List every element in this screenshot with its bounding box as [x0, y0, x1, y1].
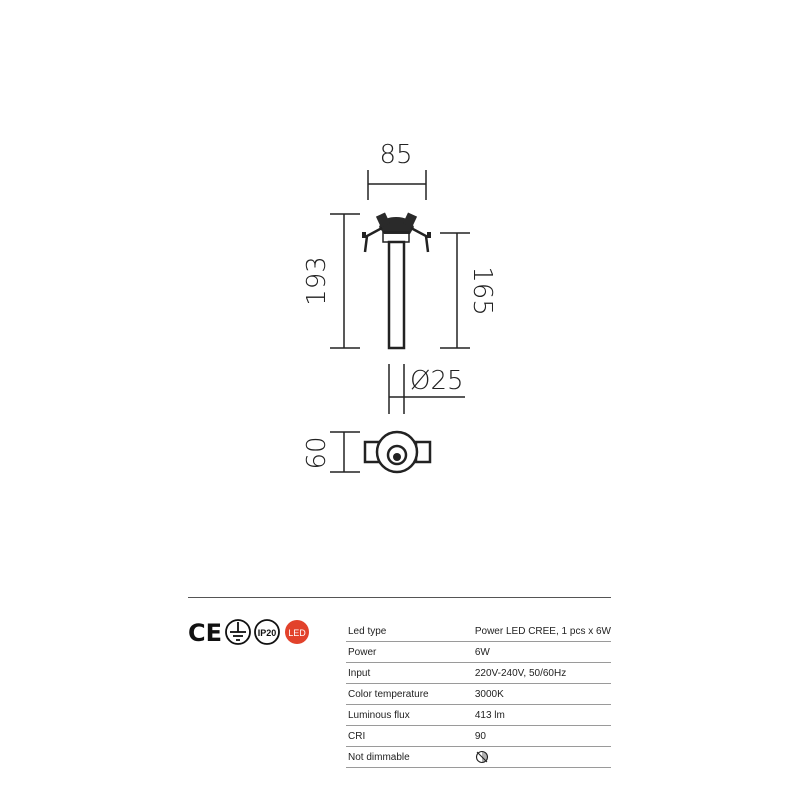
- spec-row: [346, 705, 611, 726]
- spec-value: 3000K: [473, 684, 611, 705]
- dim-label-165: 165: [467, 266, 497, 316]
- spec-row: [346, 642, 611, 663]
- ip20-icon: [255, 620, 279, 644]
- spec-row: [346, 684, 611, 705]
- spec-value: [473, 747, 611, 768]
- ground-icon: [226, 620, 250, 644]
- spec-label: Not dimmable: [346, 747, 473, 768]
- lamp-side-view: [362, 212, 431, 348]
- spec-label: Led type: [346, 621, 473, 642]
- spec-row: [346, 726, 611, 747]
- spec-row: [346, 747, 611, 768]
- spec-value: Power LED CREE, 1 pcs x 6W: [473, 621, 611, 642]
- led-icon: [285, 620, 309, 644]
- section-divider: [188, 597, 611, 598]
- spec-value: 90: [473, 726, 611, 747]
- spec-label: Power: [346, 642, 473, 663]
- not-dimmable-icon: [475, 750, 489, 764]
- certification-icons: [188, 617, 318, 647]
- spec-value: 413 lm: [473, 705, 611, 726]
- spec-table: [346, 621, 611, 768]
- dim-label-85: 85: [379, 140, 413, 170]
- led-label: LED: [288, 628, 306, 638]
- dim-label-60: 60: [302, 436, 332, 470]
- ce-mark-icon: CE: [188, 619, 223, 647]
- spec-label: Input: [346, 663, 473, 684]
- dim-label-25: Ø25: [410, 366, 464, 396]
- spec-row: [346, 663, 611, 684]
- ip20-label: IP20: [257, 628, 277, 638]
- spec-row: [346, 621, 611, 642]
- dim-label-193: 193: [302, 256, 332, 306]
- lamp-top-view: [365, 432, 430, 472]
- spec-value: 6W: [473, 642, 611, 663]
- spec-value: 220V-240V, 50/60Hz: [473, 663, 611, 684]
- spec-label: Color temperature: [346, 684, 473, 705]
- spec-label: Luminous flux: [346, 705, 473, 726]
- spec-label: CRI: [346, 726, 473, 747]
